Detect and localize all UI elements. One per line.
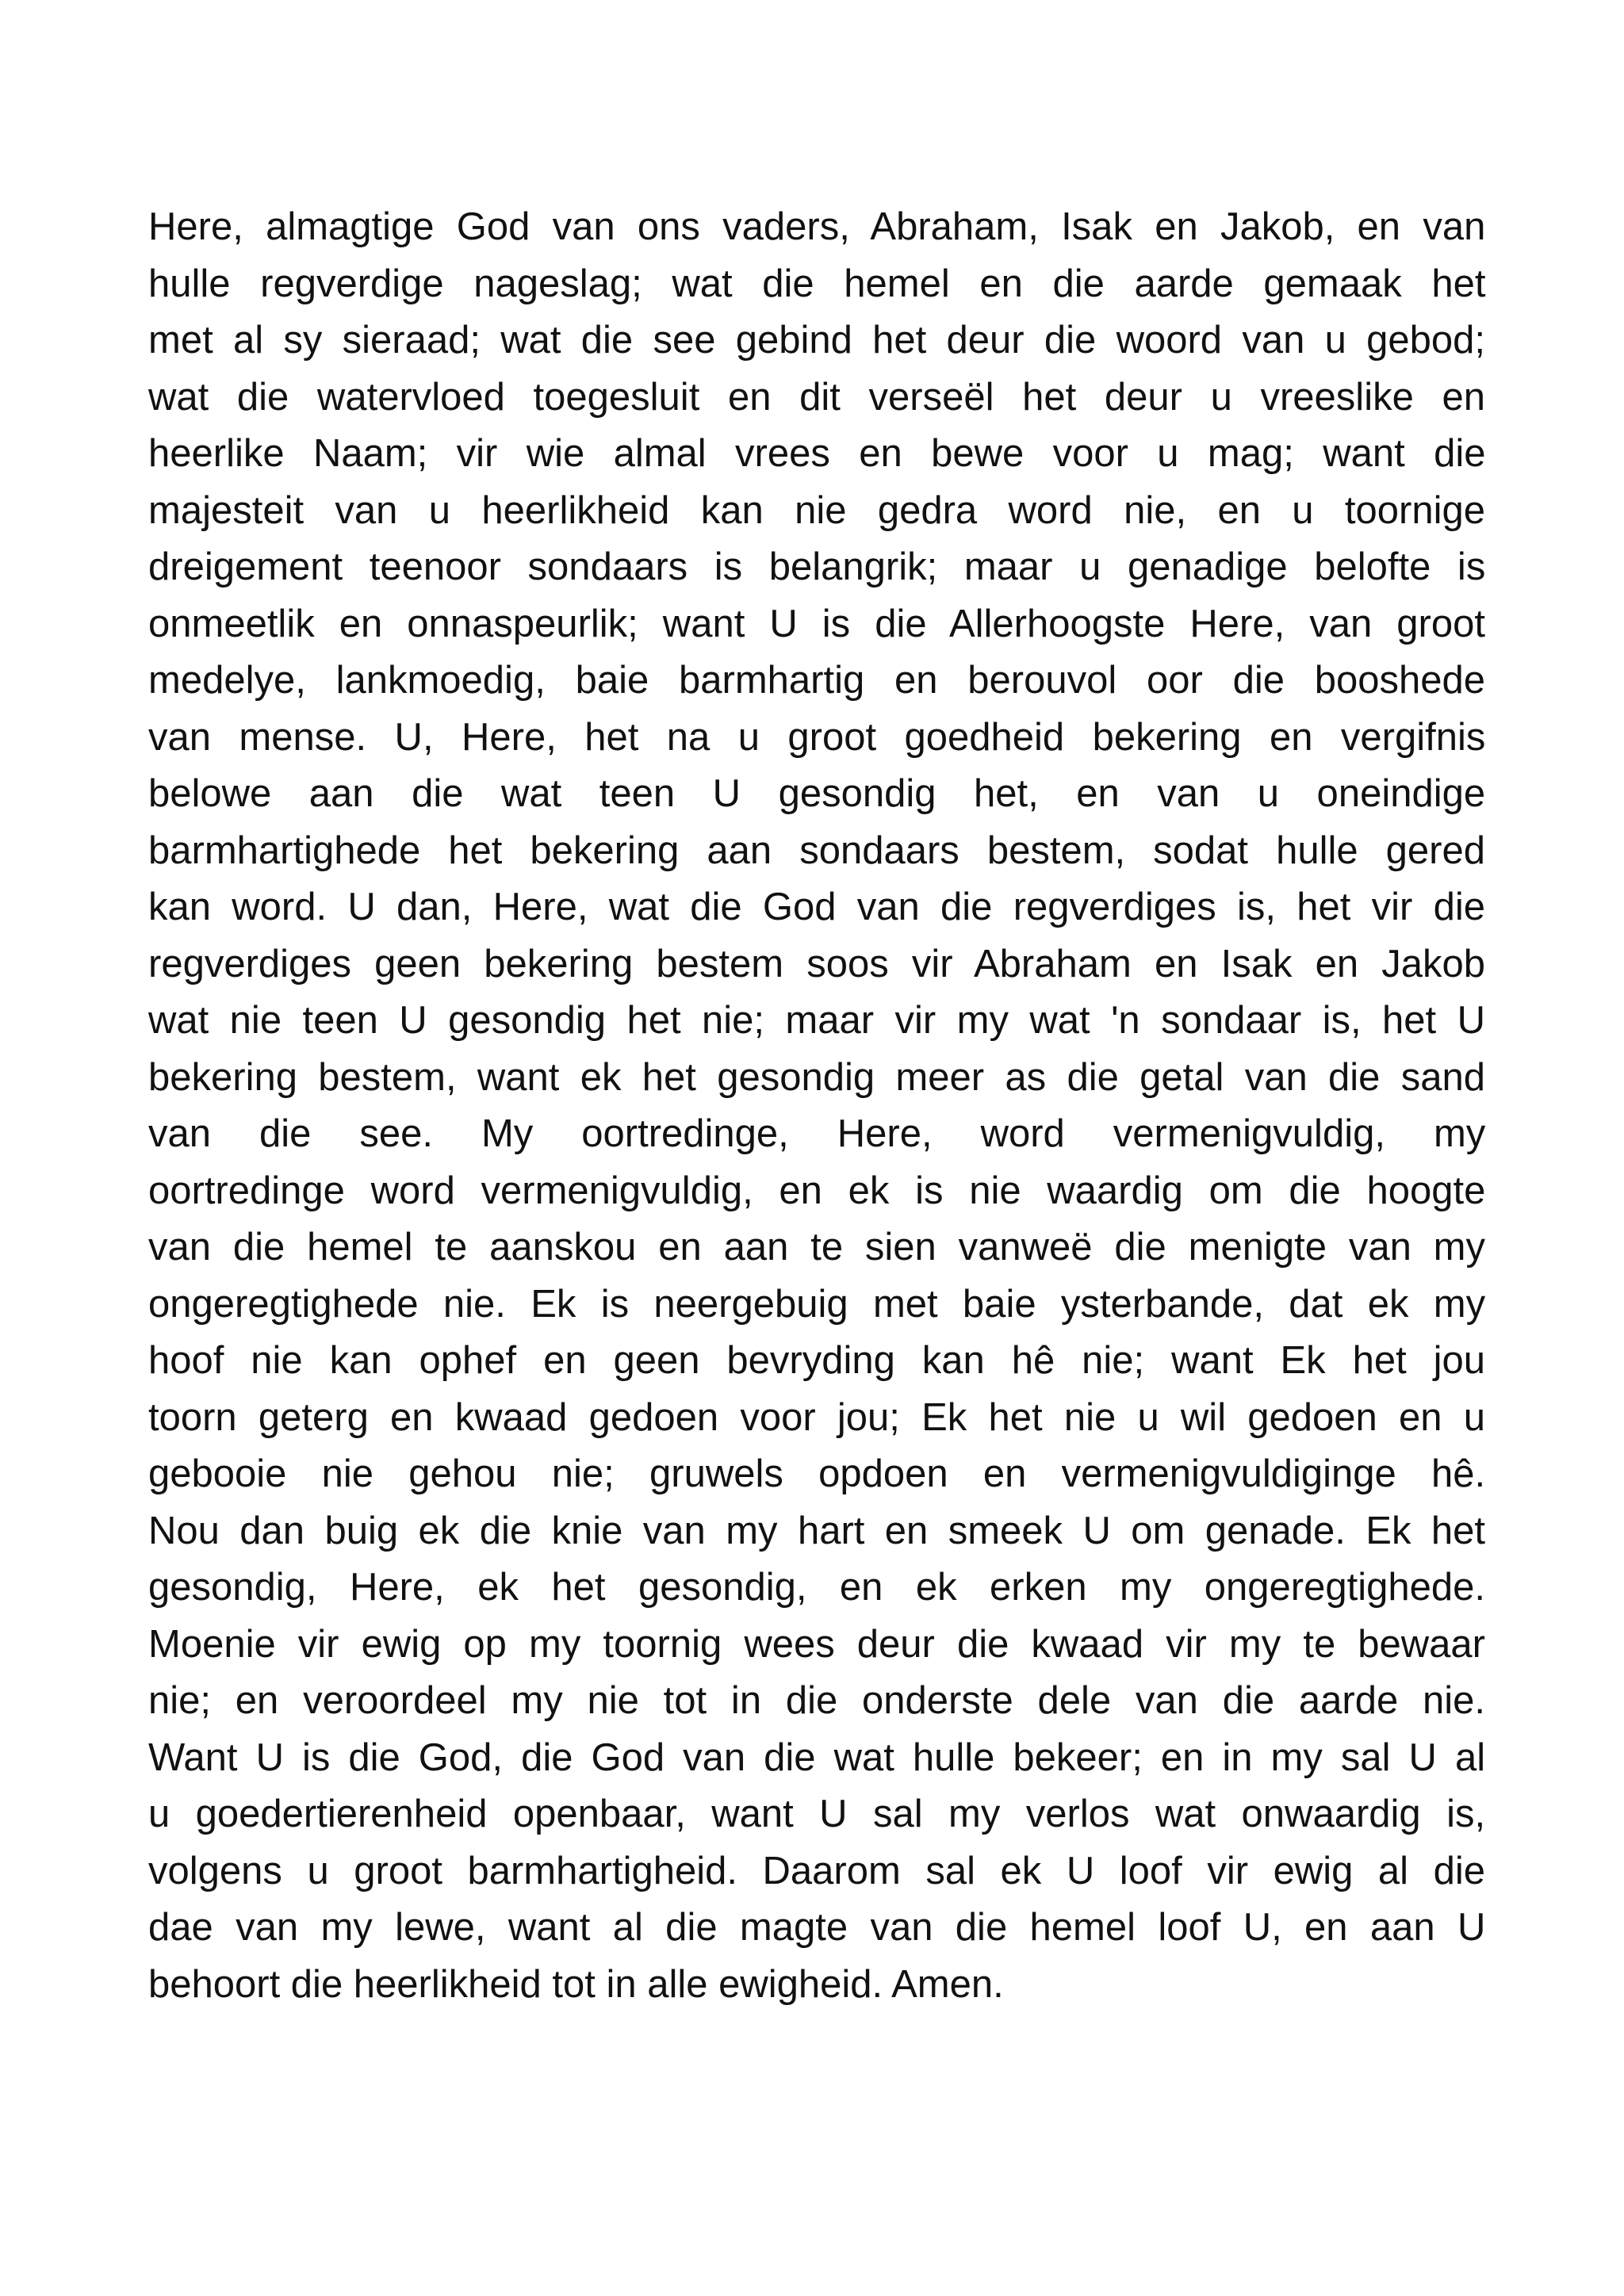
text-line-18: oortredinge word vermenigvuldig, en ek is nie waardig om die hoogte — [148, 1169, 1486, 1212]
text-line-31: dae van my lewe, want al die magte van die hemel loof U, en aan U — [148, 1906, 1486, 1949]
text-line-3: met al sy sieraad; wat die see gebind het deur die woord van u gebod; — [148, 319, 1485, 362]
text-line-19: van die hemel te aanskou en aan te sien vanweë die menigte van my — [148, 1226, 1485, 1269]
text-line-24: Nou dan buig ek die knie van my hart en smeek U om genade. Ek het — [148, 1509, 1485, 1552]
text-line-16: bekering bestem, want ek het gesondig meer as die getal van die sand — [148, 1055, 1485, 1099]
text-line-17: van die see. My oortredinge, Here, word vermenigvuldig, my — [148, 1112, 1486, 1155]
text-line-10: van mense. U, Here, het na u groot goedheid bekering en vergifnis — [148, 715, 1486, 759]
text-line-27: nie; en veroordeel my nie tot in die onderste dele van die aarde nie. — [148, 1679, 1485, 1722]
text-line-11: belowe aan die wat teen U gesondig het, en van u oneindige — [148, 772, 1486, 815]
text-line-7: dreigement teenoor sondaars is belangrik; maar u genadige belofte is — [148, 545, 1486, 588]
text-line-14: regverdiges geen bekering bestem soos vir Abraham en Isak en Jakob — [148, 942, 1485, 985]
text-line-6: majesteit van u heerlikheid kan nie gedra word nie, en u toornige — [148, 488, 1485, 532]
text-line-28: Want U is die God, die God van die wat hulle bekeer; en in my sal U al — [148, 1735, 1486, 1779]
text-line-8: onmeetlik en onnaspeurlik; want U is die Allerhoogste Here, van groot — [148, 602, 1485, 645]
text-line-23: gebooie nie gehou nie; gruwels opdoen en vermenigvuldiginge hê. — [148, 1452, 1486, 1495]
text-line-5: heerlike Naam; vir wie almal vrees en bewe voor u mag; want die — [148, 432, 1486, 475]
text-line-15: wat nie teen U gesondig het nie; maar vir my wat 'n sondaar is, het U — [148, 999, 1485, 1042]
text-line-25: gesondig, Here, ek het gesondig, en ek erken my ongeregtighede. — [148, 1566, 1485, 1609]
text-line-21: hoof nie kan ophef en geen bevryding kan hê nie; want Ek het jou — [148, 1339, 1486, 1382]
text-line-13: kan word. U dan, Here, wat die God van die regverdiges is, het vir die — [148, 886, 1485, 928]
text-line-32: behoort die heerlikheid tot in alle ewigheid. Amen. — [148, 1962, 1004, 2006]
text-line-22: toorn geterg en kwaad gedoen voor jou; Ek het nie u wil gedoen en u — [148, 1395, 1485, 1439]
prayer-text — [148, 199, 1485, 2013]
text-line-9: medelye, lankmoedig, baie barmhartig en berouvol oor die booshede — [148, 659, 1485, 702]
text-line-30: volgens u groot barmhartigheid. Daarom sal ek U loof vir ewig al die — [148, 1849, 1485, 1892]
text-line-26: Moenie vir ewig op my toornig wees deur die kwaad vir my te bewaar — [148, 1622, 1485, 1666]
text-line-2: hulle regverdige nageslag; wat die hemel en die aarde gemaak het — [148, 262, 1486, 305]
text-line-12: barmhartighede het bekering aan sondaars bestem, sodat hulle gered — [148, 828, 1485, 872]
text-line-20: ongeregtighede nie. Ek is neergebuig met baie ysterbande, dat ek my — [148, 1282, 1486, 1326]
text-line-4: wat die watervloed toegesluit en dit verseël het deur u vreeslike en — [148, 375, 1485, 419]
text-line-29: u goedertierenheid openbaar, want U sal my verlos wat onwaardig is, — [148, 1793, 1486, 1835]
text-line-1: Here, almagtige God van ons vaders, Abraham, Isak en Jakob, en van — [148, 205, 1486, 248]
